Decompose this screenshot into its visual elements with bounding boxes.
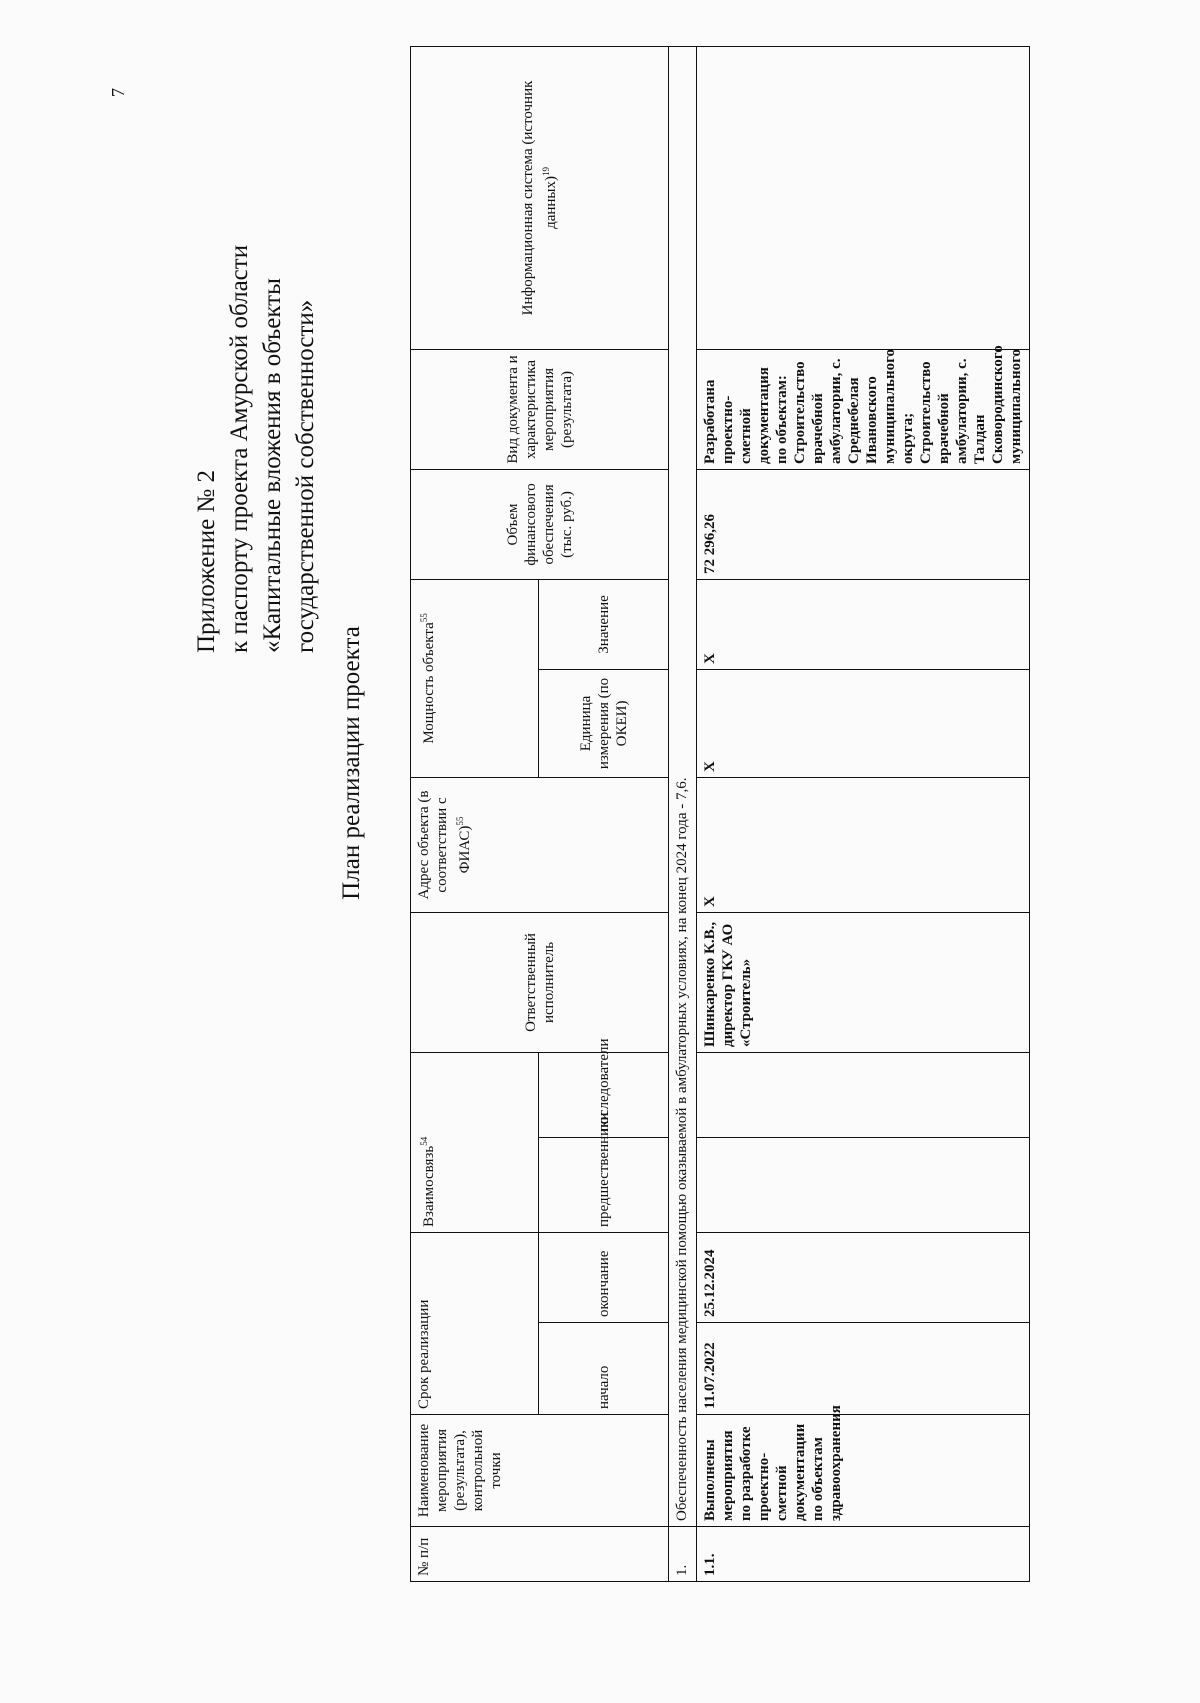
table-row — [697, 46, 1030, 1581]
project-plan-table — [410, 46, 1030, 1582]
header-value: Значение — [539, 579, 669, 669]
appendix-line-4: государственной собственности» — [292, 299, 319, 653]
header-successors: последователи — [539, 1052, 669, 1137]
header-responsible: Ответственный исполнитель — [411, 912, 669, 1052]
section-text: Обеспеченность населения медицинской помощью оказываемой в амбулаторных условиях, на конец 2024 года - 7,6. — [669, 46, 697, 1526]
page-title: План реализации проекта — [338, 626, 365, 900]
header-relation-footnote: 54 — [419, 1136, 429, 1146]
appendix-line-3: «Капитальные вложения в объекты — [259, 278, 286, 653]
header-info-system-footnote: 19 — [541, 167, 551, 176]
header-relation — [411, 1052, 539, 1232]
header-name: Наименование мероприятия (результата), контрольной точки — [411, 1415, 669, 1527]
section-row — [669, 46, 697, 1581]
row-unit: X — [697, 669, 1030, 777]
appendix-header — [190, 245, 322, 653]
row-responsible: Шинкаренко К.В., директор ГКУ АО «Строитель» — [697, 912, 1030, 1052]
header-period: Срок реализации — [411, 1232, 539, 1414]
header-capacity-label: Мощность объекта — [421, 622, 437, 744]
header-doc-type: Вид документа и характеристика мероприятия (результата) — [411, 349, 669, 469]
appendix-line-1: Приложение № 2 — [193, 469, 220, 653]
header-unit: Единица измерения (по ОКЕИ) — [539, 669, 669, 777]
header-address-footnote: 55 — [455, 816, 465, 826]
row-predecessors — [697, 1137, 1030, 1232]
appendix-line-2: к паспорту проекта Амурской области — [226, 244, 253, 653]
header-info-system-label: Информационная система (источник данных) — [520, 80, 559, 316]
row-financing: 72 296,26 — [697, 469, 1030, 579]
row-successors — [697, 1052, 1030, 1137]
header-financing: Объем финансового обеспечения (тыс. руб.) — [411, 469, 669, 579]
row-value: X — [697, 579, 1030, 669]
row-start: 11.07.2022 — [697, 1323, 1030, 1415]
header-relation-label: Взаимосвязь — [421, 1145, 437, 1227]
header-start: начало — [539, 1323, 669, 1415]
header-end: окончание — [539, 1232, 669, 1322]
row-address: X — [697, 777, 1030, 912]
page-number: 7 — [108, 88, 128, 97]
header-address-label: Адрес объекта (в соответствии с ФИАС) — [416, 790, 473, 900]
header-capacity-footnote: 55 — [419, 613, 429, 623]
row-info-system — [697, 46, 1030, 349]
row-end: 25.12.2024 — [697, 1232, 1030, 1322]
table-header-row — [411, 46, 539, 1581]
row-num: 1.1. — [697, 1527, 1030, 1582]
section-num: 1. — [669, 1527, 697, 1582]
row-name: Выполнены мероприятия по разработке проектно-сметной документации по объектам здравоохранения — [697, 1415, 1030, 1527]
header-capacity — [411, 579, 539, 777]
header-num: № п/п — [411, 1527, 669, 1582]
header-info-system — [411, 46, 669, 349]
row-doc-type: Разработана проектно-сметной документация по объектам: Строительство врачебной амбулатории, с. Среднебелая Ивановского муниципального округа; Строительство врачебной амбулатории, с. Талдан Сковородинского муниципального — [697, 349, 1030, 469]
header-predecessors: предшественники — [539, 1137, 669, 1232]
header-address — [411, 777, 669, 912]
